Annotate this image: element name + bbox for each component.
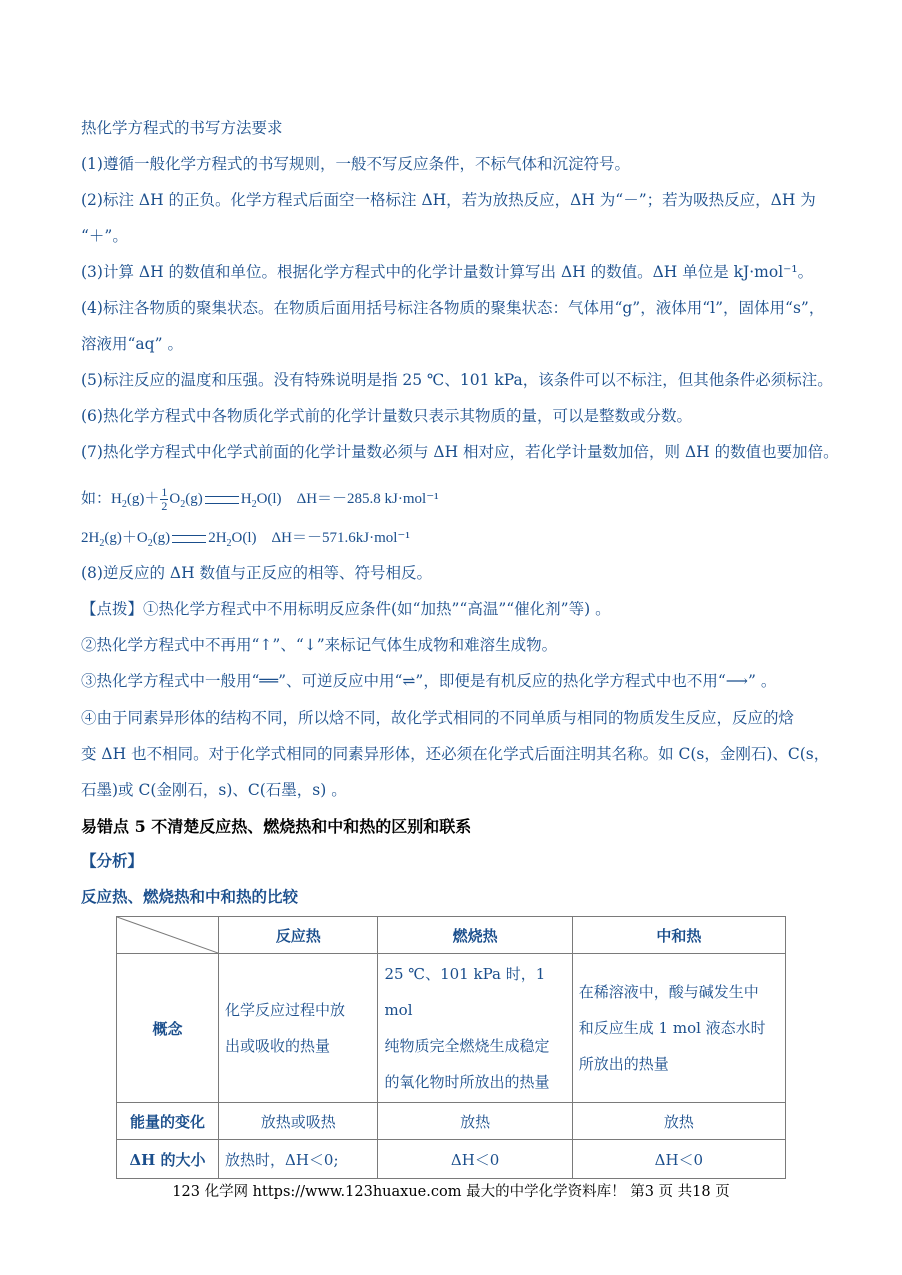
table-cell: 放热: [378, 1103, 572, 1140]
rule-2: (2)标注 ΔH 的正负。化学方程式后面空一格标注 ΔH，若为放热反应，ΔH 为“－”；若为吸热反应，ΔH 为: [81, 191, 816, 209]
analysis-label: 【分析】: [81, 851, 144, 870]
rule-7: (7)热化学方程式中化学式前面的化学计量数必须与 ΔH 相对应，若化学计量数加倍，则 ΔH 的数值也要加倍。: [81, 443, 839, 461]
table-cell: 放热时，ΔH＜0;: [219, 1140, 378, 1179]
compare-title: 反应热、燃烧热和中和热的比较: [81, 887, 299, 906]
section-title: 热化学方程式的书写方法要求: [81, 119, 283, 137]
diagonal-header-cell: [117, 917, 219, 954]
tip-3: ③热化学方程式中一般用“══”、可逆反应中用“⇌”，即便是有机反应的热化学方程式中也不用“⟶” 。: [81, 672, 777, 690]
rule-6: (6)热化学方程式中各物质化学式前的化学计量数只表示其物质的量，可以是整数或分数。: [81, 407, 692, 425]
table-cell: ΔH＜0: [572, 1140, 785, 1179]
header-neutralization-heat: 中和热: [572, 917, 785, 954]
rule-4-cont: 溶液用“aq” 。: [81, 335, 183, 353]
diagonal-line: [117, 917, 218, 953]
equals-sign: [172, 535, 206, 543]
tip-4: ④由于同素异形体的结构不同，所以焓不同，故化学式相同的不同单质与相同的物质发生反应，反应的焓: [81, 709, 795, 727]
table-cell: 在稀溶液中，酸与碱发生中 和反应生成 1 mol 液态水时 所放出的热量: [572, 954, 785, 1103]
rule-1: (1)遵循一般化学方程式的书写规则，一般不写反应条件，不标气体和沉淀符号。: [81, 155, 630, 173]
row-label: ΔH 的大小: [117, 1140, 219, 1179]
header-reaction-heat: 反应热: [219, 917, 378, 954]
table-cell: 放热: [572, 1103, 785, 1140]
tip-4-cont2: 石墨)或 C(金刚石，s)、C(石墨，s) 。: [81, 781, 347, 799]
error-heading: 易错点 5 不清楚反应热、燃烧热和中和热的区别和联系: [81, 817, 472, 836]
table-row-concept: [117, 954, 786, 1103]
table-cell: 25 ℃、101 kPa 时，1 mol 纯物质完全燃烧生成稳定 的氧化物时所放出的热量: [378, 954, 572, 1103]
rule-4: (4)标注各物质的聚集状态。在物质后面用括号标注各物质的聚集状态：气体用“g”，液体用“l”，固体用“s”，: [81, 299, 825, 317]
rule-8: (8)逆反应的 ΔH 数值与正反应的相等、符号相反。: [81, 564, 433, 582]
rule-2-cont: “＋”。: [81, 227, 128, 245]
equals-sign: [205, 496, 239, 504]
tip-1: 【点拨】①热化学方程式中不用标明反应条件(如“加热”“高温”“催化剂”等) 。: [81, 600, 611, 618]
fraction: $\frac{1}{2}$: [161, 485, 168, 513]
header-combustion-heat: 燃烧热: [378, 917, 572, 954]
tip-4-cont: 变 ΔH 也不相同。对于化学式相同的同素异形体，还必须在化学式后面注明其名称。如 C(s，金刚石)、C(s，: [81, 745, 830, 763]
example-equation-1: 如：$H_2(g)+$ $\frac{1}{2}$ $O_2(g)$ $H_2O(l)$ ΔH＝－285.8 kJ·mol⁻¹: [81, 485, 439, 513]
rule-5: (5)标注反应的温度和压强。没有特殊说明是指 25 ℃、101 kPa，该条件可以不标注，但其他条件必须标注。: [81, 371, 833, 389]
table-cell: ΔH＜0: [378, 1140, 572, 1179]
table-row-energy-change: [117, 1103, 786, 1140]
table-header-row: [117, 917, 786, 954]
table-cell: 化学反应过程中放 出或吸收的热量: [219, 954, 378, 1103]
rule-3: (3)计算 ΔH 的数值和单位。根据化学方程式中的化学计量数计算写出 ΔH 的数值。ΔH 单位是 kJ·mol⁻¹。: [81, 263, 814, 281]
row-label: 能量的变化: [117, 1103, 219, 1140]
row-label: 概念: [117, 954, 219, 1103]
tip-2: ②热化学方程式中不再用“↑”、“↓”来标记气体生成物和难溶生成物。: [81, 636, 558, 654]
table-cell: 放热或吸热: [219, 1103, 378, 1140]
example-equation-2: $2H_2(g)+O_2(g)$ $2H_2O(l)$ ΔH＝－571.6kJ·mol⁻¹: [81, 530, 410, 549]
comparison-table: [116, 916, 786, 1179]
table-row-dh-size: [117, 1140, 786, 1179]
page-footer: 123 化学网 https://www.123huaxue.com 最大的中学化学资料库！ 第3 页 共18 页: [172, 1184, 730, 1200]
